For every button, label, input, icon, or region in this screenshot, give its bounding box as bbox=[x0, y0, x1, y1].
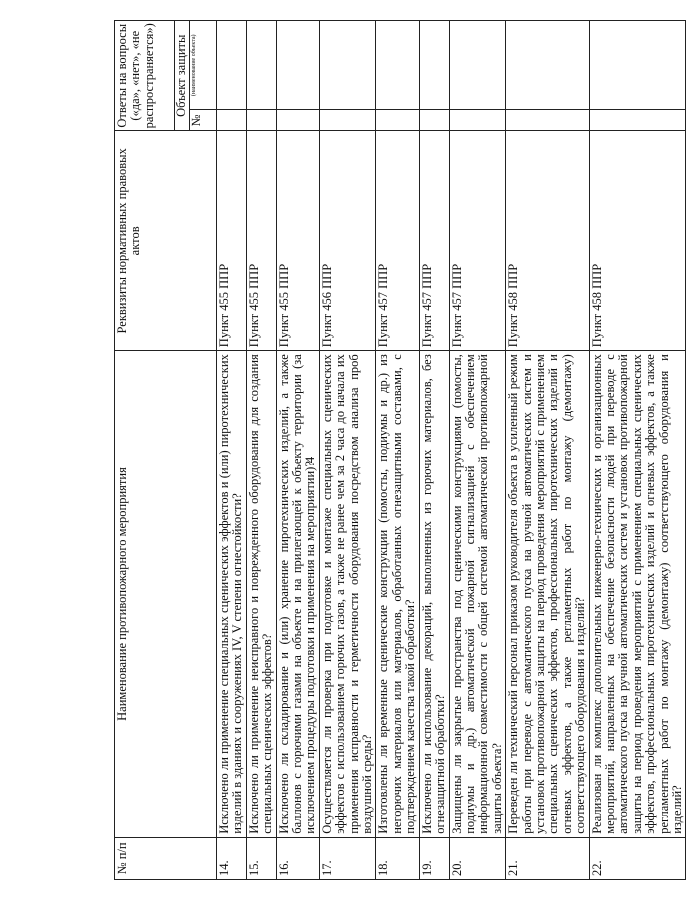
header-object-sub bbox=[190, 21, 216, 131]
answer-object-no bbox=[320, 110, 376, 131]
page-number: 4 bbox=[302, 456, 317, 464]
row-answer-cell[interactable] bbox=[276, 21, 319, 132]
table-row bbox=[506, 21, 589, 880]
row-answer-cell[interactable] bbox=[449, 21, 506, 132]
table-row bbox=[246, 21, 276, 880]
row-description: Реализован ли комплекс дополнительных инженерно-технических и организационных мероприятий, направленных на обеспечение безопасности людей при переводе с автоматического пуска на ручной автоматических систем и установок противопожарной защиты на период проведения мероприятий с применением специальных сценических эффектов, профессиональных пиротехнических изделий и огневых эффектов, а также регламентных работ по монтажу (демонтажу) соответствующего оборудования и изделий? bbox=[589, 351, 686, 838]
row-reference: Пункт 455 ППР bbox=[276, 131, 319, 351]
answer-object-value[interactable] bbox=[506, 21, 588, 110]
row-description: Исключено ли складирование и (или) хранение пиротехнических изделий, а также баллонов с горючими газами на объекте и на прилегающей к объекту территории (за исключением процедуры подготовки и применения на мероприятии)? bbox=[276, 351, 319, 838]
row-reference: Пункт 458 ППР bbox=[506, 131, 589, 351]
table-row bbox=[419, 21, 449, 880]
answer-object-value[interactable] bbox=[320, 21, 376, 110]
answer-object-no bbox=[277, 110, 319, 131]
rotated-table-area bbox=[114, 20, 684, 880]
row-number: 21. bbox=[506, 837, 589, 879]
table-row bbox=[589, 21, 686, 880]
answer-split bbox=[450, 21, 506, 131]
header-name: Наименование противопожарного мероприятия bbox=[115, 351, 217, 838]
answer-split bbox=[590, 21, 686, 131]
answer-object-value[interactable] bbox=[247, 21, 276, 110]
header-object: Объект защиты bbox=[175, 21, 190, 131]
answer-object-no bbox=[590, 110, 686, 131]
row-reference: Пункт 457 ППР bbox=[449, 131, 506, 351]
header-object-name-wrap bbox=[190, 21, 216, 110]
answer-split bbox=[376, 21, 418, 131]
row-description: Исключено ли применение специальных сценических эффектов и (или) пиротехнических изделий в зданиях и сооружениях IV, V степени огнестойкости? bbox=[217, 351, 247, 838]
answer-object-value[interactable] bbox=[217, 21, 246, 110]
table-row bbox=[319, 21, 376, 880]
row-answer-cell[interactable] bbox=[589, 21, 686, 132]
row-reference: Пункт 458 ППР bbox=[589, 131, 686, 351]
header-answer-title: Ответы на вопросы («да», «нет», «не распространяется») bbox=[115, 21, 175, 131]
answer-object-value[interactable] bbox=[590, 21, 686, 110]
table-row bbox=[376, 21, 419, 880]
row-description: Изготовлены ли временные сценические конструкции (помосты, подиумы и др.) из негорючих материалов или материалов, обработанных огнезащитными составами, с подтверждением качества такой обработки? bbox=[376, 351, 419, 838]
row-answer-cell[interactable] bbox=[246, 21, 276, 132]
answer-split bbox=[320, 21, 376, 131]
row-number: 22. bbox=[589, 837, 686, 879]
row-reference: Пункт 455 ППР bbox=[217, 131, 247, 351]
row-answer-cell[interactable] bbox=[217, 21, 247, 132]
row-answer-cell[interactable] bbox=[506, 21, 589, 132]
answer-split bbox=[506, 21, 588, 131]
row-number: 19. bbox=[419, 837, 449, 879]
answer-object-no bbox=[506, 110, 588, 131]
row-number: 15. bbox=[246, 837, 276, 879]
answer-object-value[interactable] bbox=[277, 21, 319, 110]
answer-object-value[interactable] bbox=[376, 21, 418, 110]
header-answer bbox=[115, 21, 217, 132]
answer-split bbox=[420, 21, 449, 131]
checklist-table bbox=[114, 20, 686, 880]
header-row bbox=[115, 21, 217, 880]
row-number: 18. bbox=[376, 837, 419, 879]
answer-object-no bbox=[420, 110, 449, 131]
row-number: 16. bbox=[276, 837, 319, 879]
row-description: Исключено ли использование декораций, выполненных из горючих материалов, без огнезащитной обработки? bbox=[419, 351, 449, 838]
table-row bbox=[217, 21, 247, 880]
row-number: 20. bbox=[449, 837, 506, 879]
answer-object-value[interactable] bbox=[420, 21, 449, 110]
header-object-name: (наименование объекта) bbox=[191, 34, 197, 97]
row-description: Переведен ли технический персонал приказом руководителя объекта в усиленный режим работы при переводе с автоматического пуска на ручной автоматических систем и установок противопожарной защиты на период проведения мероприятий с применением специальных сценических эффектов, профессиональных пиротехнических изделий и огневых эффектов, а также регламентных работ по монтажу (демонтажу) соответствующего оборудования и изделий? bbox=[506, 351, 589, 838]
row-answer-cell[interactable] bbox=[376, 21, 419, 132]
rotated-table-wrapper bbox=[114, 20, 684, 880]
row-answer-cell[interactable] bbox=[419, 21, 449, 132]
row-reference: Пункт 457 ППР bbox=[376, 131, 419, 351]
header-ref: Реквизиты нормативных правовых актов bbox=[115, 131, 217, 351]
answer-split bbox=[247, 21, 276, 131]
answer-object-no bbox=[376, 110, 418, 131]
row-reference: Пункт 456 ППР bbox=[319, 131, 376, 351]
answer-object-no bbox=[450, 110, 506, 131]
row-description: Исключено ли применение неисправного и поврежденного оборудования для создания специальных сценических эффектов? bbox=[246, 351, 276, 838]
table-body bbox=[217, 21, 686, 880]
row-description: Осуществляется ли проверка при подготовке и монтаже специальных сценических эффектов с использованием горючих газов, а также не ранее чем за 2 часа до начала их применения исправности и герметичности оборудования посредством анализа проб воздушной среды? bbox=[319, 351, 376, 838]
answer-object-value[interactable] bbox=[450, 21, 506, 110]
answer-split bbox=[217, 21, 246, 131]
row-reference: Пункт 455 ППР bbox=[246, 131, 276, 351]
answer-object-no bbox=[217, 110, 246, 131]
header-object-no: № bbox=[190, 110, 216, 131]
row-answer-cell[interactable] bbox=[319, 21, 376, 132]
answer-split bbox=[277, 21, 319, 131]
row-number: 17. bbox=[319, 837, 376, 879]
header-num: № п/п bbox=[115, 837, 217, 879]
row-description: Защищены ли закрытые пространства под сценическими конструкциями (помосты, подиумы и др.) автоматической пожарной сигнализацией с обеспечением информационной совместимости с общей системой автоматической противопожарной защиты объекта? bbox=[449, 351, 506, 838]
answer-object-no bbox=[247, 110, 276, 131]
row-reference: Пункт 457 ППР bbox=[419, 131, 449, 351]
table-row bbox=[449, 21, 506, 880]
row-number: 14. bbox=[217, 837, 247, 879]
table-row bbox=[276, 21, 319, 880]
